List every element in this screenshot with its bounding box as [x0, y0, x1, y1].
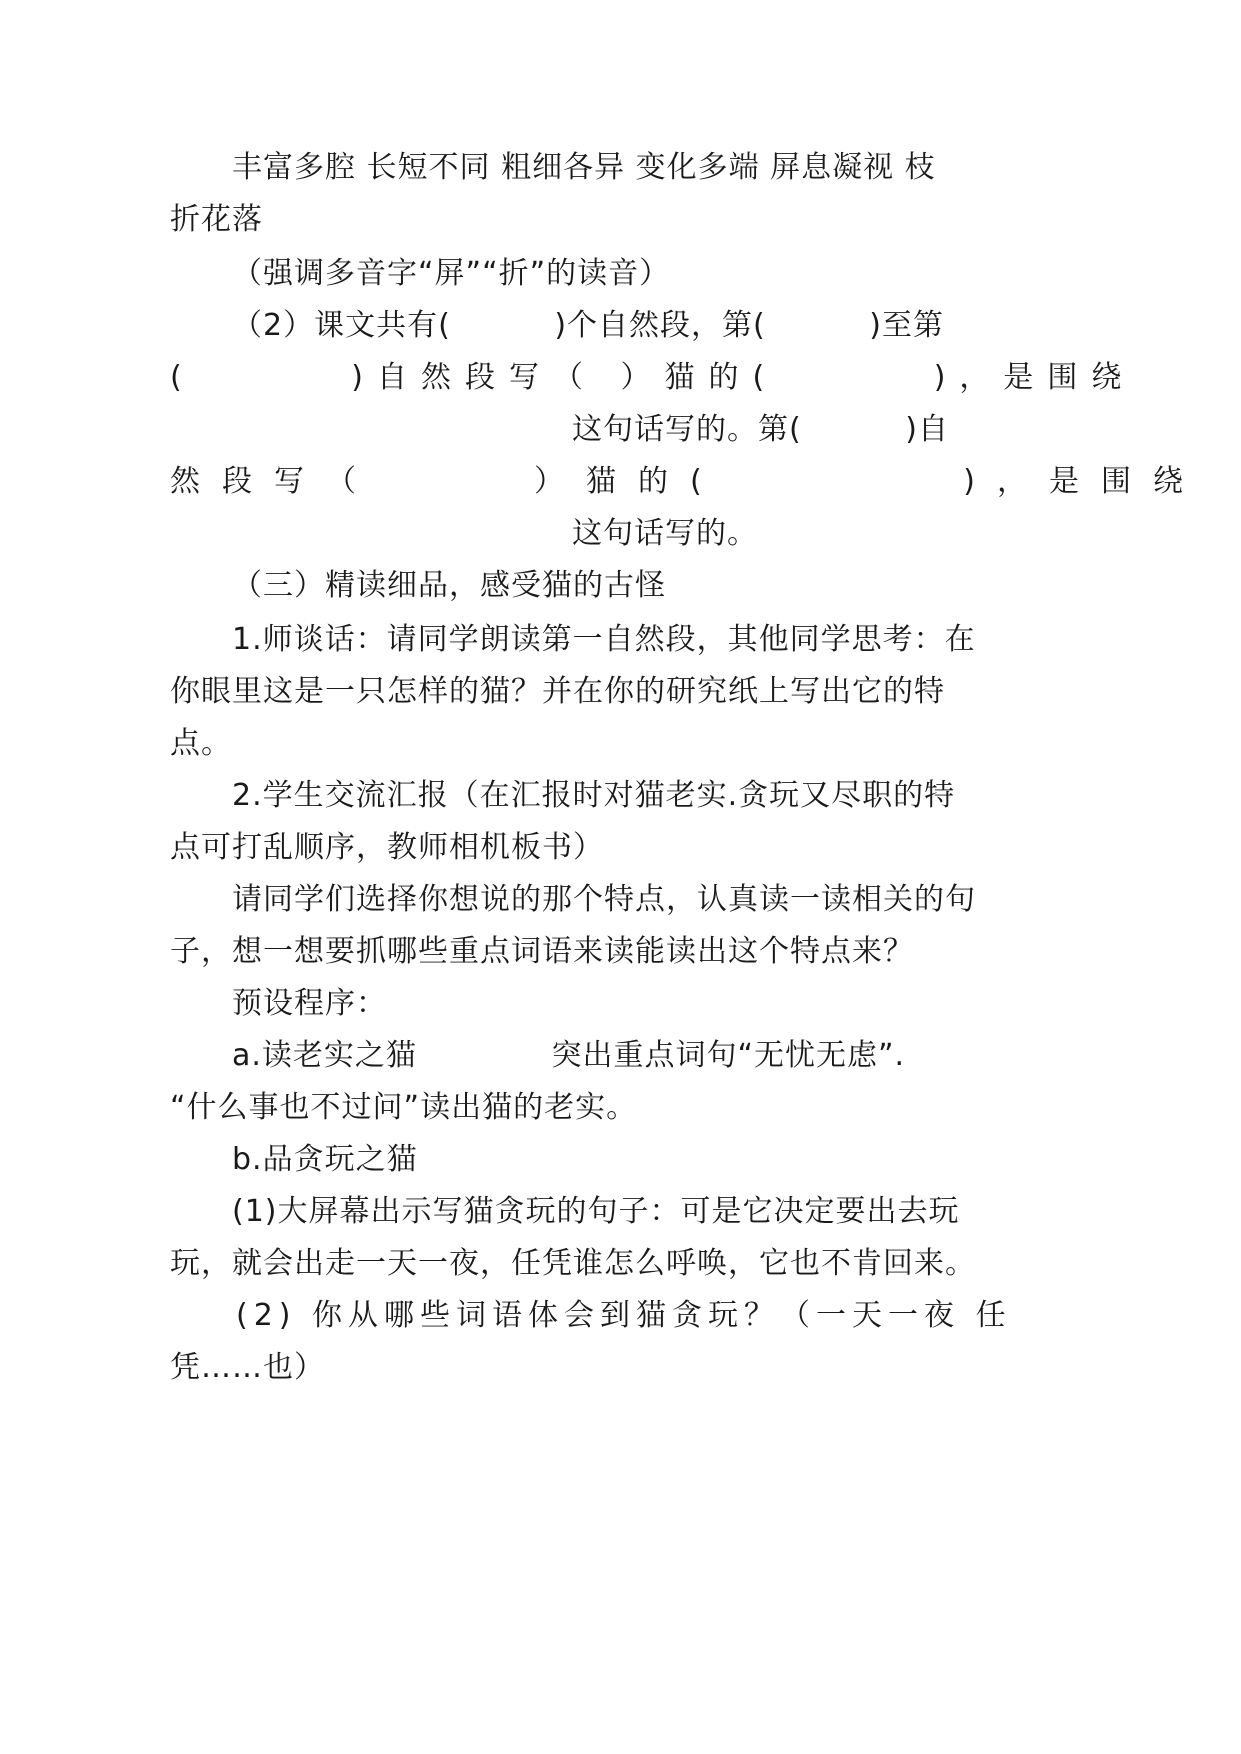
item-a-line-1: a.读老实之猫 突出重点词句“无忧无虑”.	[232, 1038, 906, 1073]
item-b1-line-2: 玩，就会出走一天一夜，任凭谁怎么呼唤，它也不肯回来。	[170, 1246, 976, 1281]
exercise-2-line-3: 这句话写的。第( )自	[572, 412, 949, 447]
pronunciation-note: （强调多音字“屏”“折”的读音）	[232, 256, 671, 291]
exercise-2-line-2: ( )自然段写（ ）猫的( )，是围绕	[170, 360, 1136, 395]
exercise-2-line-4: 然段写（ ）猫的( )，是围绕	[170, 464, 1205, 499]
item-b1-line-1: (1)大屏幕出示写猫贪玩的句子：可是它决定要出去玩	[232, 1194, 960, 1229]
item-b-heading: b.品贪玩之猫	[232, 1142, 418, 1177]
vocab-line-cont: 折花落	[170, 202, 263, 237]
step-1-line-1: 1.师谈话：请同学朗读第一自然段，其他同学思考：在	[232, 622, 976, 657]
item-b2-line-2: 凭……也）	[170, 1350, 325, 1385]
section-heading: （三）精读细品，感受猫的古怪	[232, 568, 666, 603]
exercise-2-line-1: （2）课文共有( )个自然段，第( )至第	[232, 308, 944, 343]
exercise-2-line-5: 这句话写的。	[572, 516, 758, 551]
step-2-line-2: 点可打乱顺序，教师相机板书）	[170, 830, 604, 865]
step-1-line-2: 你眼里这是一只怎样的猫？并在你的研究纸上写出它的特	[170, 674, 945, 709]
item-b2-line-1: (2) 你从哪些词语体会到猫贪玩？（一天一夜 任	[236, 1298, 1012, 1333]
vocab-line: 丰富多腔 长短不同 粗细各异 变化多端 屏息凝视 枝	[232, 150, 936, 185]
instruction-line-2: 子，想一想要抓哪些重点词语来读能读出这个特点来？	[170, 934, 914, 969]
step-2-line-1: 2.学生交流汇报（在汇报时对猫老实.贪玩又尽职的特	[232, 778, 956, 813]
instruction-line-1: 请同学们选择你想说的那个特点，认真读一读相关的句	[232, 882, 976, 917]
preset-heading: 预设程序：	[232, 986, 387, 1021]
item-a-line-2: “什么事也不过问”读出猫的老实。	[170, 1090, 638, 1125]
step-1-line-3: 点。	[170, 726, 232, 761]
